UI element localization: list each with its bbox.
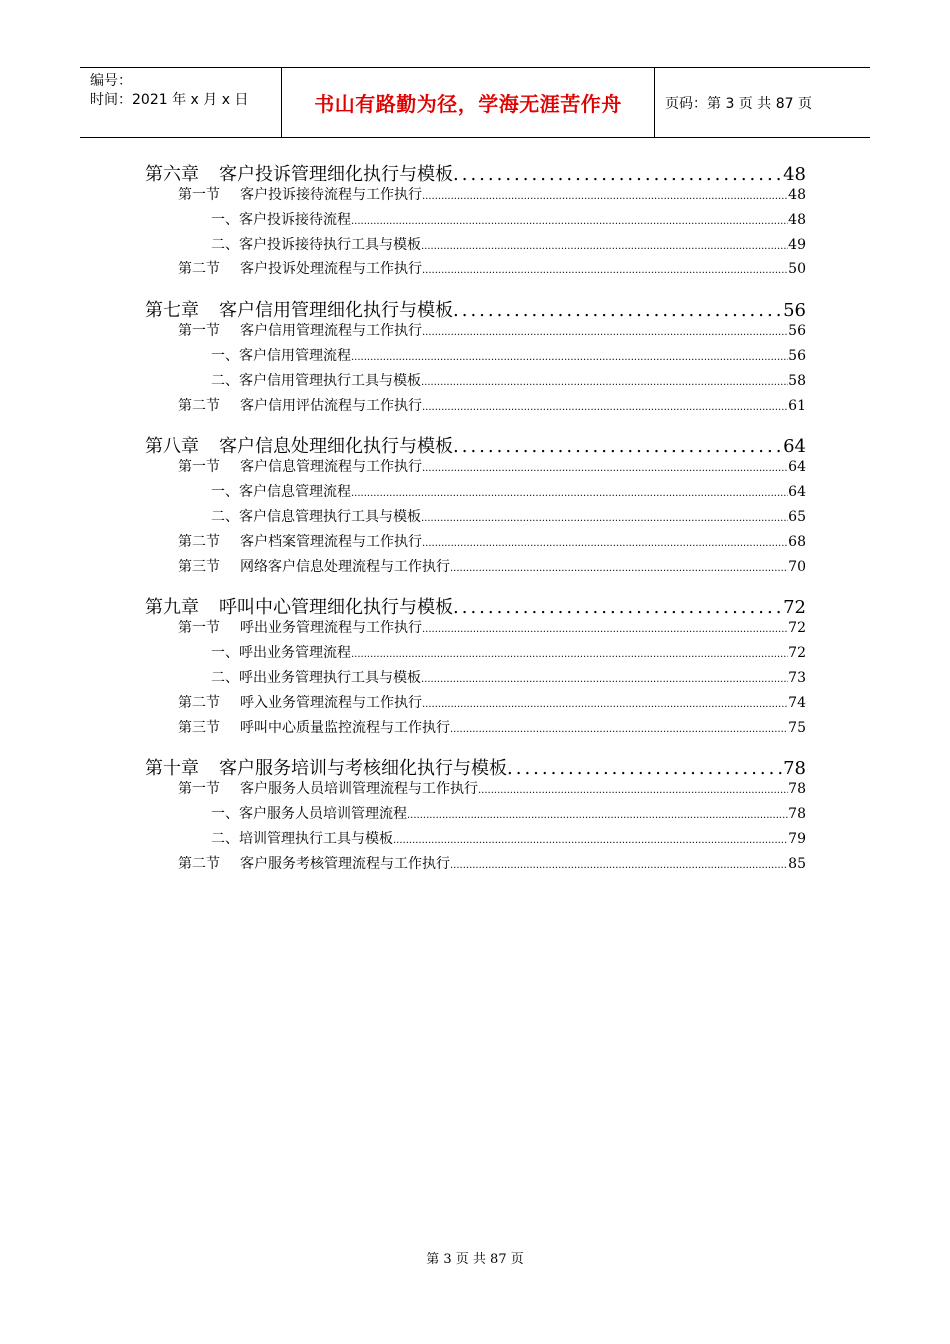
toc-section-entry[interactable] — [178, 184, 806, 204]
toc-page-number: 72 — [788, 645, 806, 662]
toc-subsection-entry[interactable] — [211, 828, 806, 848]
toc-dot-leader — [393, 831, 788, 847]
toc-dot-leader — [453, 164, 783, 185]
toc-entry-label — [145, 160, 453, 186]
toc-dot-leader — [422, 620, 788, 636]
toc-page-number: 50 — [788, 261, 806, 278]
toc-section-entry[interactable] — [178, 531, 806, 551]
toc-entry-title: 网络客户信息处理流程与工作执行 — [240, 558, 450, 575]
toc-page-number: 48 — [788, 187, 806, 203]
toc-entry-title: 呼出业务管理流程与工作执行 — [240, 620, 422, 637]
toc-entry-label — [178, 556, 450, 576]
toc-chapter-entry[interactable] — [145, 432, 806, 458]
toc-entry-label — [178, 395, 422, 415]
toc-dot-leader — [478, 781, 788, 797]
toc-chapter-entry[interactable] — [145, 593, 806, 619]
toc-entry-number: 第一节 — [178, 781, 220, 798]
toc-page-number: 85 — [788, 855, 806, 872]
toc-entry-label — [145, 593, 453, 619]
toc-entry-label — [145, 754, 507, 780]
toc-entry-label — [211, 667, 421, 687]
toc-dot-leader — [422, 398, 788, 414]
toc-page-number: 79 — [788, 831, 806, 847]
toc-chapter-entry[interactable] — [145, 754, 806, 780]
toc-dot-leader — [453, 597, 783, 618]
toc-entry-title: 客户服务培训与考核细化执行与模板 — [219, 758, 507, 780]
page-footer: 第 3 页 共 87 页 — [426, 1252, 524, 1267]
toc-page-number: 65 — [788, 509, 806, 525]
toc-entry-number: 第一节 — [178, 620, 220, 637]
toc-entry-title: 客户信用管理流程与工作执行 — [240, 323, 422, 340]
toc-page-number: 78 — [788, 781, 806, 798]
toc-entry-number: 二、 — [211, 831, 239, 847]
toc-dot-leader — [421, 237, 788, 253]
toc-entry-title: 呼叫中心质量监控流程与工作执行 — [240, 719, 450, 736]
toc-dot-leader — [422, 187, 788, 203]
toc-dot-leader — [450, 559, 788, 575]
toc-entry-number: 二、 — [211, 372, 239, 389]
toc-page-number: 56 — [788, 323, 806, 340]
toc-dot-leader — [351, 484, 788, 500]
toc-chapter-entry[interactable] — [145, 160, 806, 186]
toc-entry-title: 呼入业务管理流程与工作执行 — [240, 694, 422, 711]
toc-dot-leader — [422, 459, 788, 475]
toc-entry-title: 客户投诉接待执行工具与模板 — [239, 236, 421, 253]
toc-entry-number: 第七章 — [145, 300, 199, 322]
toc-entry-label — [211, 642, 351, 662]
document-time-label: 时间：2021 年 x 月 x 日 — [90, 92, 249, 108]
toc-entry-label — [178, 320, 422, 340]
toc-entry-title: 客户信用管理流程 — [239, 348, 351, 364]
toc-entry-number: 一、 — [211, 211, 239, 228]
toc-entry-label — [211, 234, 421, 254]
toc-dot-leader — [351, 212, 788, 228]
toc-entry-title: 客户投诉接待流程与工作执行 — [240, 187, 422, 203]
toc-entry-number: 第六章 — [145, 164, 199, 185]
toc-dot-leader — [422, 534, 788, 550]
toc-entry-title: 客户信用管理细化执行与模板 — [219, 300, 453, 322]
toc-page-number: 48 — [783, 164, 806, 185]
toc-page-number: 56 — [783, 300, 806, 322]
header-motto: 书山有路勤为径，学海无涯苦作舟 — [314, 92, 622, 116]
toc-entry-number: 一、 — [211, 348, 239, 364]
toc-page-number: 68 — [788, 533, 806, 550]
toc-dot-leader — [421, 670, 788, 686]
toc-entry-number: 二、 — [211, 670, 239, 686]
toc-page-number: 70 — [788, 558, 806, 575]
toc-entry-title: 呼出业务管理流程 — [239, 645, 351, 662]
toc-section-entry[interactable] — [178, 853, 806, 873]
toc-entry-number: 二、 — [211, 236, 239, 253]
toc-entry-number: 第二节 — [178, 397, 220, 414]
toc-page-number: 72 — [783, 597, 806, 619]
toc-section-entry[interactable] — [178, 395, 806, 415]
toc-entry-number: 第二节 — [178, 533, 220, 550]
toc-subsection-entry[interactable] — [211, 803, 806, 823]
toc-section-entry[interactable] — [178, 778, 806, 798]
header-page-cell — [655, 68, 870, 137]
toc-entry-label — [178, 617, 422, 637]
toc-dot-leader — [422, 261, 788, 277]
toc-entry-label — [178, 853, 450, 873]
toc-page-number: 64 — [783, 436, 806, 458]
toc-page-number: 75 — [788, 719, 806, 736]
toc-entry-number: 第一节 — [178, 187, 220, 203]
toc-page-number: 58 — [788, 372, 806, 389]
toc-entry-label — [178, 456, 422, 476]
toc-dot-leader — [453, 436, 783, 457]
toc-entry-number: 一、 — [211, 806, 239, 823]
toc-subsection-entry[interactable] — [211, 667, 806, 687]
toc-section-entry[interactable] — [178, 717, 806, 737]
toc-page-number: 78 — [783, 758, 806, 780]
toc-entry-title: 客户信息管理流程 — [239, 484, 351, 501]
toc-entry-title: 客户信息管理流程与工作执行 — [240, 459, 422, 476]
toc-dot-leader — [453, 300, 783, 321]
toc-entry-number: 一、 — [211, 484, 239, 501]
toc-subsection-entry[interactable] — [211, 370, 806, 390]
toc-chapter-entry[interactable] — [145, 296, 806, 322]
toc-entry-label — [211, 506, 421, 526]
toc-subsection-entry[interactable] — [211, 209, 806, 229]
toc-entry-title: 客户投诉接待流程 — [239, 211, 351, 228]
toc-entry-label — [178, 531, 422, 551]
toc-entry-title: 客户信息处理细化执行与模板 — [219, 436, 453, 458]
toc-subsection-entry[interactable] — [211, 506, 806, 526]
toc-section-entry[interactable] — [178, 258, 806, 278]
toc-dot-leader — [450, 720, 788, 736]
toc-entry-number: 第八章 — [145, 436, 199, 458]
toc-page-number: 78 — [788, 806, 806, 823]
toc-dot-leader — [450, 856, 788, 872]
toc-entry-number: 第一节 — [178, 323, 220, 340]
toc-entry-number: 第三节 — [178, 719, 220, 736]
toc-entry-label — [145, 432, 453, 458]
toc-entry-number: 一、 — [211, 645, 239, 662]
toc-page-number: 56 — [788, 348, 806, 364]
toc-page-number: 72 — [788, 620, 806, 637]
toc-entry-label — [178, 258, 422, 278]
toc-entry-label — [211, 803, 407, 823]
toc-entry-number: 第二节 — [178, 694, 220, 711]
toc-page-number: 74 — [788, 694, 806, 711]
toc-entry-title: 客户服务考核管理流程与工作执行 — [240, 855, 450, 872]
toc-entry-title: 客户服务人员培训管理流程 — [239, 806, 407, 823]
header-motto-cell — [282, 68, 654, 137]
toc-entry-number: 二、 — [211, 509, 239, 525]
toc-section-entry[interactable] — [178, 320, 806, 340]
toc-page-number: 48 — [788, 211, 806, 228]
toc-section-entry[interactable] — [178, 617, 806, 637]
toc-entry-number: 第三节 — [178, 558, 220, 575]
toc-entry-title: 客户服务人员培训管理流程与工作执行 — [240, 781, 478, 798]
toc-entry-title: 呼出业务管理执行工具与模板 — [239, 670, 421, 686]
toc-entry-title: 客户信用评估流程与工作执行 — [240, 397, 422, 414]
toc-dot-leader — [507, 758, 783, 779]
toc-entry-title: 客户投诉处理流程与工作执行 — [240, 261, 422, 278]
toc-entry-title: 客户投诉管理细化执行与模板 — [219, 164, 453, 185]
toc-entry-label — [178, 184, 422, 204]
toc-entry-number: 第十章 — [145, 758, 199, 780]
toc-entry-title: 呼叫中心管理细化执行与模板 — [219, 597, 453, 619]
toc-page-number: 64 — [788, 484, 806, 501]
toc-page-number: 61 — [788, 397, 806, 414]
toc-dot-leader — [407, 806, 788, 822]
toc-page-number: 64 — [788, 459, 806, 476]
toc-entry-label — [211, 481, 351, 501]
toc-entry-label — [178, 692, 422, 712]
toc-entry-label — [211, 345, 351, 365]
document-code-label: 编号： — [90, 73, 132, 89]
toc-dot-leader — [351, 645, 788, 661]
toc-entry-number: 第九章 — [145, 597, 199, 619]
toc-dot-leader — [422, 695, 788, 711]
toc-subsection-entry[interactable] — [211, 481, 806, 501]
toc-entry-number: 第二节 — [178, 261, 220, 278]
toc-entry-number: 第一节 — [178, 459, 220, 476]
toc-entry-label — [178, 717, 450, 737]
toc-entry-label — [211, 370, 421, 390]
toc-section-entry[interactable] — [178, 556, 806, 576]
document-header — [80, 67, 870, 138]
toc-entry-number: 第二节 — [178, 855, 220, 872]
toc-section-entry[interactable] — [178, 692, 806, 712]
toc-entry-label — [145, 296, 453, 322]
header-meta-cell — [80, 68, 281, 137]
toc-dot-leader — [422, 323, 788, 339]
toc-entry-label — [211, 209, 351, 229]
toc-subsection-entry[interactable] — [211, 642, 806, 662]
toc-dot-leader — [421, 509, 788, 525]
toc-entry-label — [178, 778, 478, 798]
toc-entry-title: 客户信息管理执行工具与模板 — [239, 509, 421, 525]
toc-entry-title: 客户档案管理流程与工作执行 — [240, 533, 422, 550]
toc-dot-leader — [421, 373, 788, 389]
toc-section-entry[interactable] — [178, 456, 806, 476]
toc-entry-title: 培训管理执行工具与模板 — [239, 831, 393, 847]
toc-entry-title: 客户信用管理执行工具与模板 — [239, 372, 421, 389]
toc-entry-label — [211, 828, 393, 848]
toc-page-number: 49 — [788, 236, 806, 253]
toc-page-number: 73 — [788, 670, 806, 686]
toc-subsection-entry[interactable] — [211, 345, 806, 365]
toc-subsection-entry[interactable] — [211, 234, 806, 254]
toc-dot-leader — [351, 348, 788, 364]
header-page-info: 页码：第 3 页 共 87 页 — [665, 95, 812, 112]
